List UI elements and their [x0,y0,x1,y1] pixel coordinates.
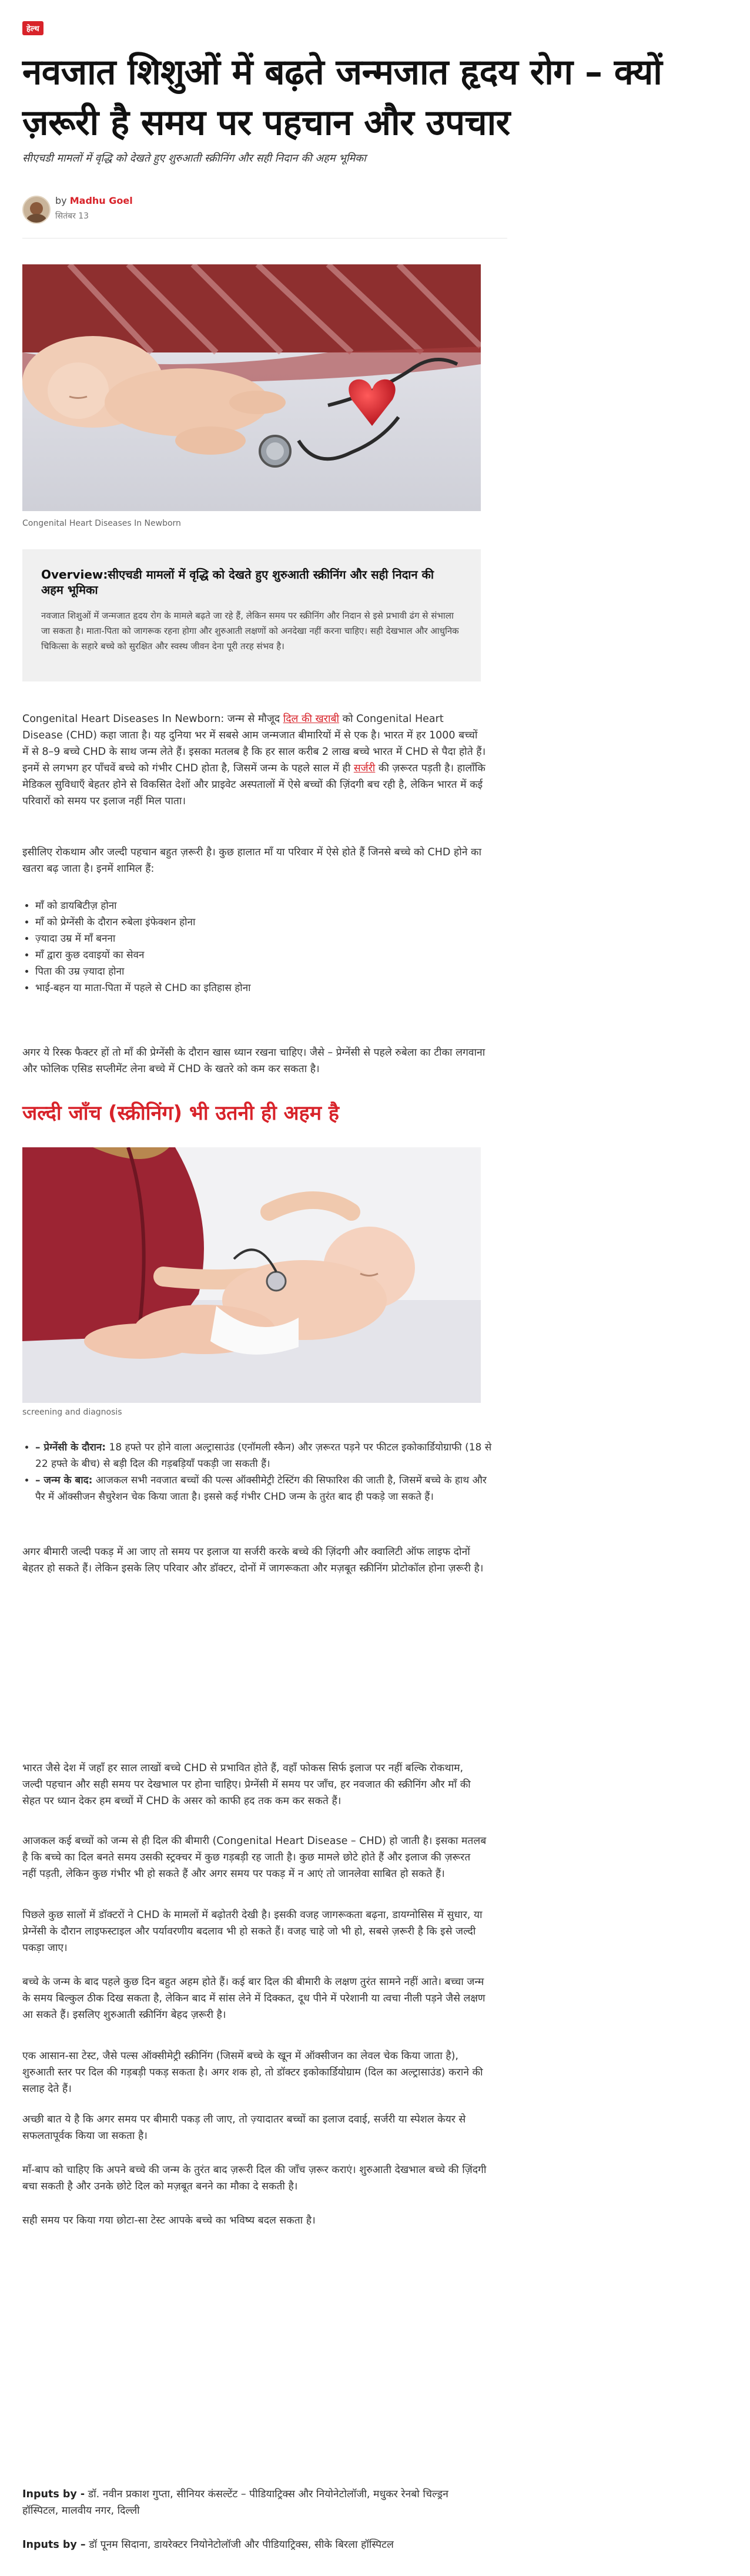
overview-text: नवजात शिशुओं में जन्मजात हृदय रोग के मामले बढ़ते जा रहे हैं, लेकिन समय पर स्क्रीनिंग और निदान से इसे प्रभावी ढंग से संभाला जा सकता है। माता-पिता को जागरूक रहना होगा और शुरुआती लक्षणों को अनदेखा नहीं करना चाहिए। सही देखभाल और आधुनिक चिकित्सा के सहारे बच्चे को सुरक्षित और स्वस्थ जीवन देना पूरी तरह संभव है। [41,610,459,651]
screening-caption: screening and diagnosis [22,1408,122,1417]
intro-paragraph: Congenital Heart Diseases In Newborn: जन्म से मौजूद दिल की खराबी को Congenital Heart Disease (CHD) कहा जाता है। यह दुनिया भर में सबसे आम जन्मजात बीमारियों में से एक है। भारत में हर 1000 बच्चों में से 8–9 बच्चे CHD के साथ जन्म लेते हैं। इसका मतलब है कि हर साल करीब 2 लाख बच्चे भारत में CHD से पैदा होते हैं। इनमें से लगभग हर पाँचवें बच्चे को गंभीर CHD होता है, जिसमें जन्म के पहले साल में ही सर्जरी की ज़रूरत पड़ती है। हालाँकि मेडिकल सुविधाएँ बेहतर होने से विकसित देशों और प्राइवेट अस्पतालों में ऐसे बच्चों की ज़िंदगी बच रही है, लेकिन भारत में कई परिवारों को समय पर इलाज नहीं मिल पाता। [22,713,486,807]
avatar[interactable] [22,196,51,224]
heart-problem-link[interactable]: दिल की खराबी [283,713,340,725]
inputs-credit-1: Inputs by - डॉ. नवीन प्रकाश गुप्ता, सीनियर कंसल्टेंट – पीडियाट्रिक्स और नियोनेटोलॉजी, मधुकर रेनबो चिल्ड्रन हॉस्पिटल, मालवीय नगर, दिल्ली [22,2488,448,2517]
paragraph-outcome: अगर बीमारी जल्दी पकड़ में आ जाए तो समय पर इलाज या सर्जरी करके बच्चे की ज़िंदगी और क्वालिटी ऑफ लाइफ दोनों बेहतर हो सकते हैं। लेकिन इसके लिए परिवार और डॉक्टर, दोनों में जागरूकता और मज़बूत स्क्रीनिंग प्रोटोकॉल होना ज़रूरी है। [22,1546,484,1574]
publish-date: सितंबर 13 [55,211,89,221]
hero-caption: Congenital Heart Diseases In Newborn [22,519,181,528]
list-item: • माँ द्वारा कुछ दवाइयों का सेवन [35,947,494,963]
paragraph-years: पिछले कुछ सालों में डॉक्टरों ने CHD के मामलों में बढ़ोतरी देखी है। इसकी वजह जागरूकता बढ़ना, डायग्नोसिस में सुधार, या प्रेग्नेंसी के दौरान लाइफस्टाइल और पर्यावरणीय बदलाव भी हो सकते हैं। वजह चाहे जो भी हो, सबसे ज़रूरी है कि इसे जल्दी पकड़ा जाए। [22,1909,483,1954]
overview-heading: Overview:सीएचडी मामलों में वृद्धि को देखते हुए शुरुआती स्क्रीनिंग और सही निदान की अहम भूमिका [41,567,434,597]
risk-factor-list [22,898,494,996]
paragraph-symptoms: बच्चे के जन्म के बाद पहले कुछ दिन बहुत अहम होते हैं। कई बार दिल की बीमारी के लक्षण तुरंत सामने नहीं आते। बच्चा जन्म के समय बिल्कुल ठीक दिख सकता है, लेकिन बाद में सांस लेने में दिक्कत, दूध पीने में परेशानी या त्वचा नीली पड़ने जैसे लक्षण आ सकते हैं। इसलिए शुरुआती स्क्रीनिंग बेहद ज़रूरी है। [22,1976,486,2021]
screening-image [22,1147,481,1403]
list-item: • पिता की उम्र ज़्यादा होना [35,963,494,980]
hero-image [22,264,481,511]
article-subtitle: सीएचडी मामलों में वृद्धि को देखते हुए शुरुआती स्क्रीनिंग और सही निदान की अहम भूमिका [22,152,366,164]
list-item: • माँ को डायबिटीज़ होना [35,898,494,914]
paragraph-good-news: अच्छी बात ये है कि अगर समय पर बीमारी पकड़ ली जाए, तो ज़्यादातर बच्चों का इलाज दवाई, सर्जरी या स्पेशल केयर से सफलतापूर्वक किया जा सकता है। [22,2114,466,2142]
screening-list [22,1439,494,1505]
list-item: • भाई-बहन या माता-पिता में पहले से CHD का इतिहास होना [35,980,494,996]
byline: by Madhu Goel [55,195,133,206]
author-name-link[interactable]: Madhu Goel [69,195,133,206]
overview-box [22,549,481,681]
divider [22,238,507,239]
section-heading-screening: जल्दी जाँच (स्क्रीनिंग) भी उतनी ही अहम है [22,1101,339,1125]
risk-note: अगर ये रिस्क फैक्टर हों तो माँ की प्रेग्नेंसी के दौरान खास ध्यान रखना चाहिए। जैसे – प्रेग्नेंसी से पहले रुबेला का टीका लगवाना और फोलिक एसिड सप्लीमेंट लेना बच्चे में CHD के खतरे को कम कर सकता है। [22,1047,486,1075]
paragraph-parents: माँ-बाप को चाहिए कि अपने बच्चे की जन्म के तुरंत बाद ज़रूरी दिल की जाँच ज़रूर कराएं। शुरुआती देखभाल बच्चे की ज़िंदगी बचा सकती है और उनके छोटे दिल को मज़बूत बनने का मौका दे सकती है। [22,2164,487,2192]
surgery-link[interactable]: सर्जरी [353,763,376,774]
paragraph-closing: सही समय पर किया गया छोटा-सा टेस्ट आपके बच्चे का भविष्य बदल सकता है। [22,2215,316,2226]
list-item: • ज़्यादा उम्र में माँ बनना [35,931,494,947]
paragraph-today: आजकल कई बच्चों को जन्म से ही दिल की बीमारी (Congenital Heart Disease – CHD) हो जाती है। इसका मतलब है कि बच्चे का दिल बनते समय उसकी स्ट्रक्चर में कुछ गड़बड़ी रह जाती है। कुछ मामले छोटे होते हैं और इलाज की ज़रूरत नहीं पड़ती, लेकिन कुछ गंभीर भी हो सकते हैं और अगर समय पर पकड़ में न आएं तो जानलेवा साबित हो सकते हैं। [22,1835,487,1880]
inputs-credit-2: Inputs by – डॉ पूनम सिदाना, डायरेक्टर नियोनेटोलॉजी और पीडियाट्रिक्स, सीके बिरला हॉस्पिटल [22,2539,394,2551]
paragraph-india: भारत जैसे देश में जहाँ हर साल लाखों बच्चे CHD से प्रभावित होते हैं, वहाँ फोकस सिर्फ इलाज पर नहीं बल्कि रोकथाम, जल्दी पहचान और सही समय पर देखभाल पर होना चाहिए। प्रेग्नेंसी में समय पर जाँच, हर नवजात की स्क्रीनिंग और माँ की सेहत पर ध्यान देकर हम बच्चों में CHD के असर को काफी हद तक कम कर सकते हैं। [22,1762,471,1807]
category-badge[interactable]: हेल्थ [22,21,43,35]
page-title: नवजात शिशुओं में बढ़ते जन्मजात हृदय रोग – क्यों ज़रूरी है समय पर पहचान और उपचार [22,52,662,143]
risk-intro: इसीलिए रोकथाम और जल्दी पहचान बहुत ज़रूरी है। कुछ हालात माँ या परिवार में ऐसे होते हैं जिनसे बच्चे को CHD होने का खतरा बढ़ जाता है। इनमें शामिल हैं: [22,847,481,875]
list-item: • – प्रेग्नेंसी के दौरान: 18 हफ्ते पर होने वाला अल्ट्रासाउंड (एनॉमली स्कैन) और ज़रूरत पड़ने पर फीटल इकोकार्डियोग्राफी (18 से 22 हफ्ते के बीच) से बड़ी दिल की गड़बड़ियाँ पकड़ी जा सकती हैं। [35,1439,494,1472]
list-item: • – जन्म के बाद: आजकल सभी नवजात बच्चों की पल्स ऑक्सीमेट्री टेस्टिंग की सिफारिश की जाती है, जिसमें बच्चे के हाथ और पैर में ऑक्सीजन सैचुरेशन चेक किया जाता है। इससे कई गंभीर CHD जन्म के तुरंत बाद ही पकड़े जा सकते हैं। [35,1472,494,1505]
list-item: • माँ को प्रेग्नेंसी के दौरान रुबेला इंफेक्शन होना [35,914,494,931]
paragraph-test: एक आसान-सा टेस्ट, जैसे पल्स ऑक्सीमेट्री स्क्रीनिंग (जिसमें बच्चे के खून में ऑक्सीजन का लेवल चेक किया जाता है), शुरुआती स्तर पर दिल की गड़बड़ी पकड़ सकता है। अगर शक हो, तो डॉक्टर इकोकार्डियोग्राम (दिल का अल्ट्रासाउंड) कराने की सलाह देते हैं। [22,2050,483,2095]
